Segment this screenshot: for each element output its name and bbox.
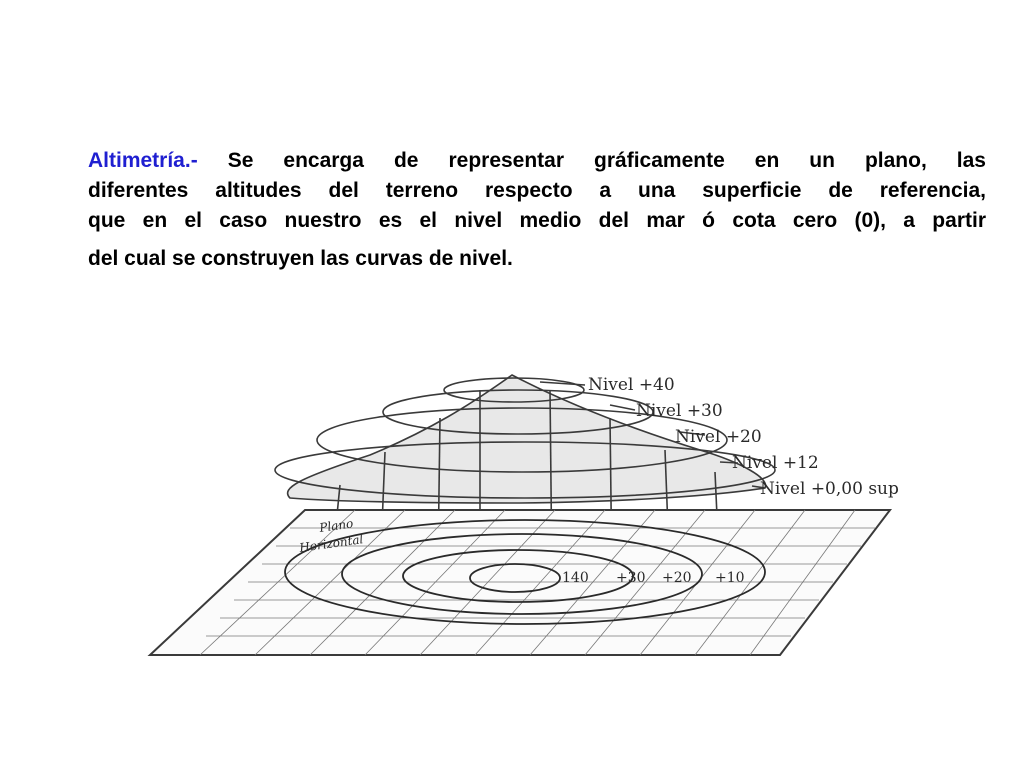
leader-line bbox=[540, 382, 585, 385]
level-label-0: Nivel +0,00 sup bbox=[760, 479, 899, 499]
definition-paragraph bbox=[88, 146, 986, 274]
level-label-30: Nivel +30 bbox=[636, 401, 723, 421]
paragraph-line-3: que en el caso nuestro es el nivel medio del mar ó cota cero (0), a partir bbox=[88, 209, 986, 232]
level-label-40: Nivel +40 bbox=[588, 375, 675, 395]
paragraph-line-4: del cual se construyen las curvas de nivel. bbox=[88, 247, 513, 270]
level-label-12: Nivel +12 bbox=[732, 453, 819, 473]
altimetry-diagram bbox=[140, 360, 900, 660]
term-altimetria: Altimetría.- bbox=[88, 149, 198, 172]
contour-value-10: +10 bbox=[715, 570, 745, 586]
level-label-20: Nivel +20 bbox=[675, 427, 762, 447]
plane-outline bbox=[150, 510, 890, 655]
plane-label-line-2: Horizontal bbox=[298, 532, 365, 555]
paragraph-line-1-text: Se encarga de representar gráficamente en un plano, las bbox=[227, 149, 986, 172]
leader-line bbox=[610, 405, 635, 410]
contour-value-30: +30 bbox=[616, 570, 646, 586]
horizontal-plane bbox=[150, 510, 890, 655]
plane-label-line-1: Plano bbox=[318, 516, 355, 535]
contour-value-20: +20 bbox=[662, 570, 692, 586]
paragraph-line-1 bbox=[88, 146, 986, 176]
paragraph-line-2: diferentes altitudes del terreno respecto a una superficie de referencia, bbox=[88, 179, 986, 202]
altimetry-diagram-svg bbox=[140, 360, 900, 660]
contour-value-140: 140 bbox=[562, 570, 589, 586]
